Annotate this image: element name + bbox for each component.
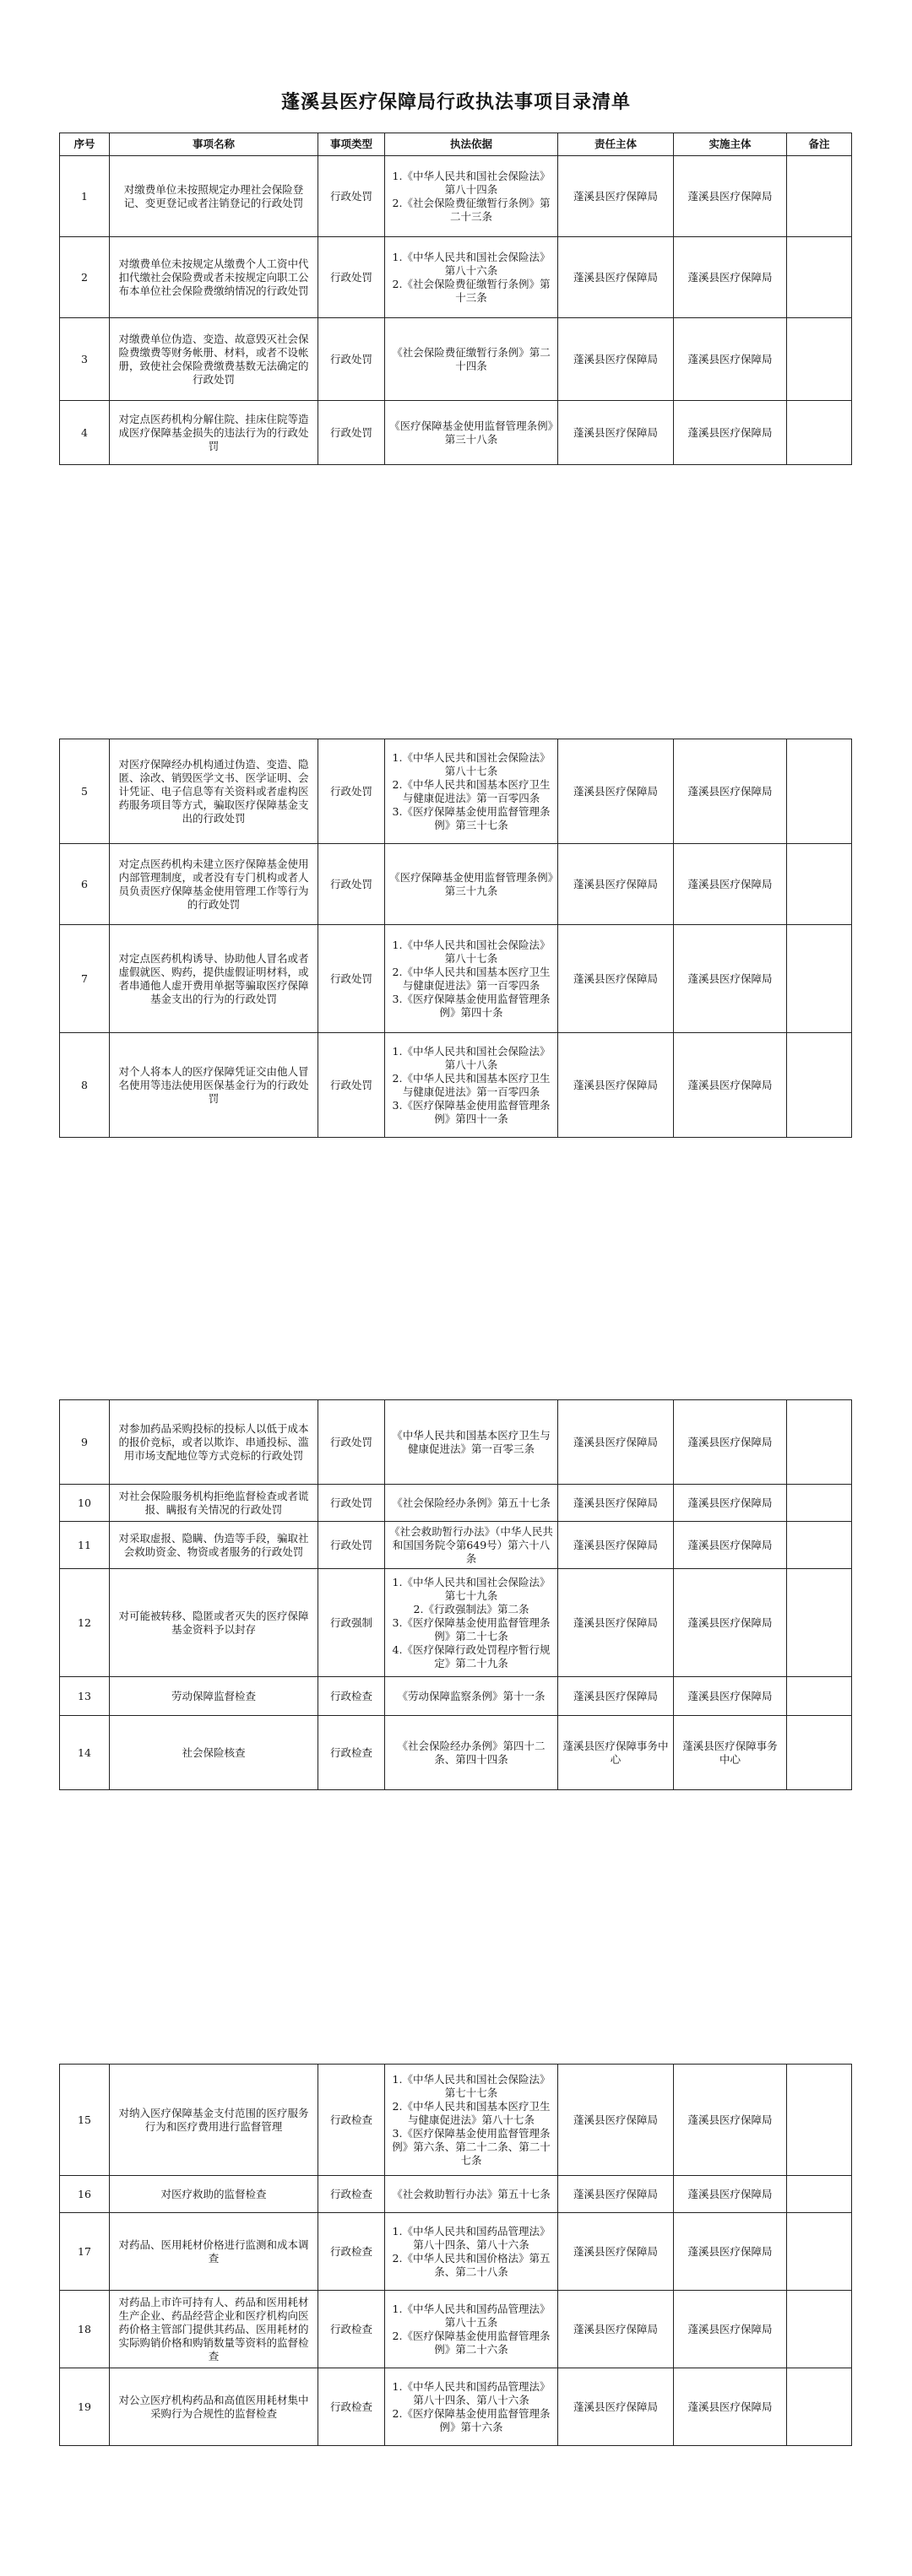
cell-basis (385, 401, 558, 465)
table-row (60, 318, 852, 401)
cell-name: 对参加药品采购投标的投标人以低于成本的报价竞标，或者以欺诈、串通投标、滥用市场支配地位等方式竞标的行政处罚 (110, 1400, 318, 1485)
basis-line: 2.《中华人民共和国基本医疗卫生与健康促进法》第一百零四条 (392, 965, 551, 992)
cell-no: 9 (60, 1400, 110, 1485)
cell-type: 行政处罚 (318, 844, 385, 925)
cell-no: 3 (60, 318, 110, 401)
cell-impl: 蓬溪县医疗保障局 (674, 1569, 787, 1677)
cell-type: 行政处罚 (318, 1400, 385, 1485)
cell-no: 6 (60, 844, 110, 925)
cell-type: 行政处罚 (318, 1522, 385, 1569)
cell-resp: 蓬溪县医疗保障局 (558, 2213, 674, 2291)
basis-line: 1.《中华人民共和国社会保险法》第八十六条 (392, 250, 551, 277)
cell-resp: 蓬溪县医疗保障局 (558, 2368, 674, 2446)
cell-name: 劳动保障监督检查 (110, 1677, 318, 1716)
cell-impl: 蓬溪县医疗保障局 (674, 1677, 787, 1716)
cell-note (787, 925, 852, 1033)
cell-name: 对药品上市许可持有人、药品和医用耗材生产企业、药品经营企业和医疗机构向医药价格主管部门提供其药品、医用耗材的实际购销价格和购销数量等资料的监督检查 (110, 2291, 318, 2368)
header-note: 备注 (787, 133, 852, 156)
cell-type: 行政检查 (318, 2213, 385, 2291)
basis-line: 3.《医疗保障基金使用监督管理条例》第四十一条 (392, 1098, 551, 1125)
cell-note (787, 2368, 852, 2446)
header-name: 事项名称 (110, 133, 318, 156)
basis-line: 《劳动保障监察条例》第十一条 (397, 1689, 546, 1702)
cell-type: 行政检查 (318, 1716, 385, 1790)
basis-line: 《医疗保障基金使用监督管理条例》第三十九条 (389, 870, 553, 897)
cell-resp: 蓬溪县医疗保障局 (558, 844, 674, 925)
basis-line: 3.《医疗保障基金使用监督管理条例》第二十七条 (392, 1615, 551, 1642)
table-row (60, 925, 852, 1033)
table-row (60, 1033, 852, 1138)
basis-line: 3.《医疗保障基金使用监督管理条例》第四十条 (392, 992, 551, 1019)
basis-line: 3.《医疗保障基金使用监督管理条例》第六条、第二十二条、第二十七条 (392, 2126, 551, 2167)
header-impl: 实施主体 (674, 133, 787, 156)
basis-line: 2.《中华人民共和国基本医疗卫生与健康促进法》第一百零四条 (392, 1071, 551, 1098)
header-no: 序号 (60, 133, 110, 156)
cell-basis (385, 844, 558, 925)
basis-line: 1.《中华人民共和国社会保险法》第八十八条 (392, 1044, 551, 1071)
cell-type: 行政检查 (318, 2368, 385, 2446)
cell-basis (385, 156, 558, 237)
table-row (60, 2291, 852, 2368)
cell-name: 对公立医疗机构药品和高值医用耗材集中采购行为合规性的监督检查 (110, 2368, 318, 2446)
table-block-1 (59, 133, 852, 465)
cell-no: 18 (60, 2291, 110, 2368)
cell-name: 对可能被转移、隐匿或者灭失的医疗保障基金资料予以封存 (110, 1569, 318, 1677)
cell-note (787, 844, 852, 925)
basis-line: 4.《医疗保障行政处罚程序暂行规定》第二十九条 (392, 1642, 551, 1670)
cell-no: 19 (60, 2368, 110, 2446)
cell-resp: 蓬溪县医疗保障局 (558, 401, 674, 465)
basis-line: 《中华人民共和国基本医疗卫生与健康促进法》第一百零三条 (392, 1428, 551, 1455)
cell-basis (385, 1485, 558, 1522)
cell-resp: 蓬溪县医疗保障局 (558, 1522, 674, 1569)
cell-impl: 蓬溪县医疗保障局 (674, 1033, 787, 1138)
cell-type: 行政处罚 (318, 925, 385, 1033)
cell-no: 4 (60, 401, 110, 465)
table-block-4 (59, 2064, 852, 2446)
cell-impl: 蓬溪县医疗保障局 (674, 2291, 787, 2368)
cell-resp: 蓬溪县医疗保障局 (558, 2291, 674, 2368)
cell-resp: 蓬溪县医疗保障局 (558, 739, 674, 844)
basis-line: 1.《中华人民共和国药品管理法》第八十四条、第八十六条 (392, 2224, 551, 2251)
basis-line: 2.《社会保险费征缴暂行条例》第十三条 (392, 277, 551, 304)
basis-line: 1.《中华人民共和国社会保险法》第八十七条 (392, 938, 551, 965)
basis-line: 2.《中华人民共和国价格法》第五条、第二十八条 (392, 2251, 551, 2278)
cell-no: 2 (60, 237, 110, 318)
cell-resp: 蓬溪县医疗保障局 (558, 1033, 674, 1138)
cell-note (787, 318, 852, 401)
cell-basis (385, 1522, 558, 1569)
table-row (60, 739, 852, 844)
table-block-3 (59, 1399, 852, 1790)
header-resp: 责任主体 (558, 133, 674, 156)
cell-name: 对药品、医用耗材价格进行监测和成本调查 (110, 2213, 318, 2291)
basis-line: 1.《中华人民共和国社会保险法》第八十四条 (392, 169, 551, 196)
cell-resp: 蓬溪县医疗保障局 (558, 318, 674, 401)
cell-type: 行政检查 (318, 2291, 385, 2368)
page-title: 蓬溪县医疗保障局行政执法事项目录清单 (280, 91, 631, 113)
cell-impl: 蓬溪县医疗保障局 (674, 925, 787, 1033)
cell-note (787, 1716, 852, 1790)
cell-name: 对个人将本人的医疗保障凭证交由他人冒名使用等违法使用医保基金行为的行政处罚 (110, 1033, 318, 1138)
basis-line: 1.《中华人民共和国药品管理法》第八十五条 (392, 2302, 551, 2329)
cell-impl: 蓬溪县医疗保障局 (674, 2368, 787, 2446)
cell-type: 行政处罚 (318, 156, 385, 237)
cell-no: 11 (60, 1522, 110, 1569)
cell-basis (385, 2065, 558, 2176)
basis-line: 《社会保险经办条例》第四十二条、第四十四条 (397, 1739, 546, 1766)
cell-note (787, 2176, 852, 2213)
cell-resp: 蓬溪县医疗保障局 (558, 1485, 674, 1522)
cell-note (787, 1677, 852, 1716)
cell-no: 17 (60, 2213, 110, 2291)
table-row (60, 1400, 852, 1485)
cell-type: 行政处罚 (318, 1485, 385, 1522)
cell-name: 对定点医药机构未建立医疗保障基金使用内部管理制度，或者没有专门机构或者人员负责医疗保障基金使用管理工作等行为的行政处罚 (110, 844, 318, 925)
cell-name: 对定点医药机构分解住院、挂床住院等造成医疗保障基金损失的违法行为的行政处罚 (110, 401, 318, 465)
cell-note (787, 2291, 852, 2368)
cell-note (787, 2213, 852, 2291)
cell-impl: 蓬溪县医疗保障局 (674, 237, 787, 318)
cell-note (787, 739, 852, 844)
cell-note (787, 1485, 852, 1522)
cell-name: 对医疗救助的监督检查 (110, 2176, 318, 2213)
cell-impl: 蓬溪县医疗保障局 (674, 2176, 787, 2213)
cell-impl: 蓬溪县医疗保障局 (674, 739, 787, 844)
basis-line: 《医疗保障基金使用监督管理条例》第三十八条 (389, 419, 553, 446)
cell-name: 对社会保险服务机构拒绝监督检查或者谎报、瞒报有关情况的行政处罚 (110, 1485, 318, 1522)
cell-basis (385, 925, 558, 1033)
cell-type: 行政处罚 (318, 1033, 385, 1138)
basis-line: 3.《医疗保障基金使用监督管理条例》第三十七条 (392, 804, 551, 831)
table-row (60, 2065, 852, 2176)
cell-no: 7 (60, 925, 110, 1033)
table-row (60, 1677, 852, 1716)
cell-resp: 蓬溪县医疗保障局 (558, 2065, 674, 2176)
cell-no: 1 (60, 156, 110, 237)
cell-no: 16 (60, 2176, 110, 2213)
cell-basis (385, 1033, 558, 1138)
basis-line: 2.《医疗保障基金使用监督管理条例》第二十六条 (392, 2329, 551, 2356)
basis-line: 《社会保险经办条例》第五十七条 (392, 1496, 551, 1509)
cell-impl: 蓬溪县医疗保障局 (674, 844, 787, 925)
cell-basis (385, 237, 558, 318)
cell-impl: 蓬溪县医疗保障局 (674, 1522, 787, 1569)
cell-name: 对缴费单位伪造、变造、故意毁灭社会保险费缴费等财务帐册、材料，或者不设帐册，致使社会保险费缴费基数无法确定的行政处罚 (110, 318, 318, 401)
basis-line: 《社会救助暂行办法》第五十七条 (392, 2187, 551, 2200)
table-row (60, 2368, 852, 2446)
table-row (60, 2213, 852, 2291)
basis-line: 2.《社会保险费征缴暂行条例》第二十三条 (392, 196, 551, 223)
cell-impl: 蓬溪县医疗保障局 (674, 401, 787, 465)
cell-note (787, 237, 852, 318)
cell-basis (385, 1569, 558, 1677)
header-basis: 执法依据 (385, 133, 558, 156)
basis-line: 2.《中华人民共和国基本医疗卫生与健康促进法》第一百零四条 (392, 777, 551, 804)
table-row (60, 237, 852, 318)
table-row (60, 156, 852, 237)
cell-type: 行政检查 (318, 2065, 385, 2176)
header-type: 事项类型 (318, 133, 385, 156)
cell-type: 行政处罚 (318, 739, 385, 844)
basis-line: 《社会保险费征缴暂行条例》第二十四条 (392, 345, 551, 372)
cell-name: 对缴费单位未按规定从缴费个人工资中代扣代缴社会保险费或者未按规定向职工公布本单位社会保险费缴纳情况的行政处罚 (110, 237, 318, 318)
cell-note (787, 1522, 852, 1569)
basis-line: 1.《中华人民共和国社会保险法》第七十九条 (392, 1575, 551, 1602)
basis-line: 2.《行政强制法》第二条 (413, 1602, 529, 1615)
cell-name: 对医疗保障经办机构通过伪造、变造、隐匿、涂改、销毁医学文书、医学证明、会计凭证、电子信息等有关资料或者虚构医药服务项目等方式，骗取医疗保障基金支出的行政处罚 (110, 739, 318, 844)
cell-name: 社会保险核查 (110, 1716, 318, 1790)
cell-basis (385, 1716, 558, 1790)
table-header-row (60, 133, 852, 156)
table-row (60, 401, 852, 465)
cell-note (787, 156, 852, 237)
cell-no: 10 (60, 1485, 110, 1522)
cell-impl: 蓬溪县医疗保障局 (674, 1485, 787, 1522)
cell-no: 5 (60, 739, 110, 844)
basis-line: 1.《中华人民共和国药品管理法》第八十四条、第八十六条 (392, 2379, 551, 2406)
cell-basis (385, 318, 558, 401)
cell-resp: 蓬溪县医疗保障局 (558, 2176, 674, 2213)
cell-no: 14 (60, 1716, 110, 1790)
cell-basis (385, 1677, 558, 1716)
cell-basis (385, 739, 558, 844)
basis-line: 《社会救助暂行办法》（中华人民共和国国务院令第649号）第六十八条 (389, 1524, 553, 1565)
cell-impl: 蓬溪县医疗保障事务中心 (674, 1716, 787, 1790)
cell-note (787, 1569, 852, 1677)
cell-resp: 蓬溪县医疗保障局 (558, 1569, 674, 1677)
cell-no: 12 (60, 1569, 110, 1677)
basis-line: 1.《中华人民共和国社会保险法》第七十七条 (392, 2072, 551, 2099)
table-row (60, 1522, 852, 1569)
cell-note (787, 1400, 852, 1485)
cell-resp: 蓬溪县医疗保障局 (558, 1677, 674, 1716)
cell-no: 13 (60, 1677, 110, 1716)
table-row (60, 1716, 852, 1790)
table-block-2 (59, 739, 852, 1138)
cell-resp: 蓬溪县医疗保障局 (558, 237, 674, 318)
cell-impl: 蓬溪县医疗保障局 (674, 156, 787, 237)
cell-type: 行政检查 (318, 1677, 385, 1716)
cell-type: 行政处罚 (318, 401, 385, 465)
cell-type: 行政检查 (318, 2176, 385, 2213)
cell-resp: 蓬溪县医疗保障局 (558, 1400, 674, 1485)
cell-impl: 蓬溪县医疗保障局 (674, 1400, 787, 1485)
cell-no: 15 (60, 2065, 110, 2176)
cell-basis (385, 1400, 558, 1485)
cell-resp: 蓬溪县医疗保障局 (558, 156, 674, 237)
cell-impl: 蓬溪县医疗保障局 (674, 318, 787, 401)
cell-basis (385, 2176, 558, 2213)
table-row (60, 1485, 852, 1522)
basis-line: 2.《中华人民共和国基本医疗卫生与健康促进法》第八十七条 (392, 2099, 551, 2126)
cell-name: 对纳入医疗保障基金支付范围的医疗服务行为和医疗费用进行监督管理 (110, 2065, 318, 2176)
cell-impl: 蓬溪县医疗保障局 (674, 2213, 787, 2291)
cell-basis (385, 2213, 558, 2291)
cell-name: 对缴费单位未按照规定办理社会保险登记、变更登记或者注销登记的行政处罚 (110, 156, 318, 237)
cell-impl: 蓬溪县医疗保障局 (674, 2065, 787, 2176)
cell-note (787, 2065, 852, 2176)
cell-note (787, 1033, 852, 1138)
cell-name: 对定点医药机构诱导、协助他人冒名或者虚假就医、购药，提供虚假证明材料，或者串通他人虚开费用单据等骗取医疗保障基金支出的行为的行政处罚 (110, 925, 318, 1033)
table-row (60, 1569, 852, 1677)
basis-line: 2.《医疗保障基金使用监督管理条例》第十六条 (392, 2406, 551, 2433)
table-row (60, 2176, 852, 2213)
table-row (60, 844, 852, 925)
cell-basis (385, 2368, 558, 2446)
basis-line: 1.《中华人民共和国社会保险法》第八十七条 (392, 750, 551, 777)
cell-resp: 蓬溪县医疗保障局 (558, 925, 674, 1033)
cell-basis (385, 2291, 558, 2368)
cell-resp: 蓬溪县医疗保障事务中心 (558, 1716, 674, 1790)
cell-type: 行政强制 (318, 1569, 385, 1677)
cell-no: 8 (60, 1033, 110, 1138)
cell-type: 行政处罚 (318, 318, 385, 401)
cell-note (787, 401, 852, 465)
cell-name: 对采取虚报、隐瞒、伪造等手段，骗取社会救助资金、物资或者服务的行政处罚 (110, 1522, 318, 1569)
cell-type: 行政处罚 (318, 237, 385, 318)
